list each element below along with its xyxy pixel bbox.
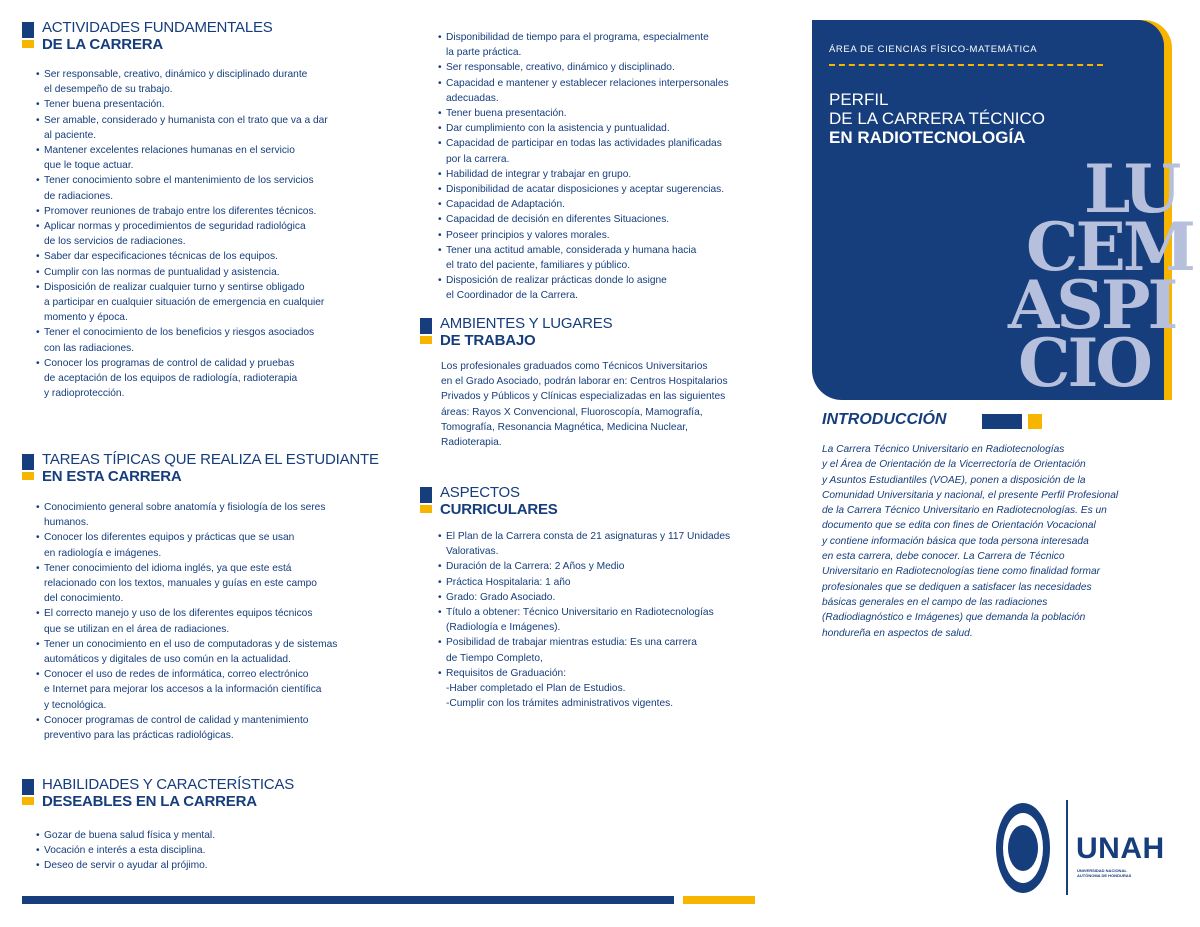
list-item: • Promover reuniones de trabajo entre los diferentes técnicos.: [34, 204, 394, 219]
list-item: • Capacidad de participar en todas las actividades planificadas por la carrera.: [436, 136, 791, 166]
footer-bar: [22, 896, 674, 904]
ambientes-text: Los profesionales graduados como Técnicos Universitarios en el Grado Asociado, podrán laborar en: Centros Hospitalarios Privados y Públicos y Clínicas especializadas en las siguientes áreas: Rayos X Convencional, Fluoroscopía, Mamografía, Tomografía, Resonancia Magnética, Medicina Nuclear, Radioterapia.: [441, 361, 728, 449]
cover-title-line1: PERFIL: [829, 90, 889, 109]
section-title-line2: DESEABLES EN LA CARRERA: [42, 793, 257, 810]
list-item: • Tener una actitud amable, considerada y humana hacia el trato del paciente, familiares y público.: [436, 243, 791, 273]
list-item: • Tener conocimiento del idioma inglés, ya que este está relacionado con los textos, manuales y guías en este campo del conocimiento.: [34, 561, 404, 607]
section-marker: [22, 22, 34, 48]
list-item: • Ser responsable, creativo, dinámico y disciplinado durante el desempeño de su trabajo.: [34, 67, 394, 97]
list-item: • Disponibilidad de acatar disposiciones y aceptar sugerencias.: [436, 182, 791, 197]
footer-bar-accent: [683, 896, 755, 904]
list-item: • Tener buena presentación.: [436, 106, 791, 121]
intro-text: La Carrera Técnico Universitario en Radiotecnologías y el Área de Orientación de la Vicerrectoría de Orientación y Asuntos Estudiantiles (VOAE), ponen a disposición de la Comunidad Universitaria y nacional, el presente Perfil Profesional de la Carrera Técnico Universitario en Radiotecnologías. Es un documento que se edita con fines de Orientación Vocacional y contiene información básica que toda persona interesada en esta carrera, debe conocer. La Carrera de Técnico Universitario en Radiotecnologías tiene como finalidad formar profesionales que se dediquen a satisfacer las necesidades básicas generales en el campo de las radiaciones (Radiodiagnóstico e Imágenes) que demanda la población hondureña en aspectos de salud.: [822, 444, 1119, 639]
logo-divider: [1066, 800, 1068, 895]
list-item: • Posibilidad de trabajar mientras estudia: Es una carrera de Tiempo Completo,: [436, 635, 796, 665]
tareas-list: [34, 500, 404, 743]
aspectos-list: [436, 529, 796, 711]
motto-line: CIO: [1018, 324, 1150, 402]
dashed-divider: [829, 64, 1103, 66]
list-item: • Cumplir con las normas de puntualidad y asistencia.: [34, 265, 394, 280]
unah-logo-subtext: UNIVERSIDAD NACIONAL AUTÓNOMA DE HONDURAS: [1077, 868, 1132, 878]
section-header-tareas: [22, 452, 379, 485]
list-item: • Mantener excelentes relaciones humanas en el servicio que le toque actuar.: [34, 143, 394, 173]
section-title-line1: HABILIDADES Y CARACTERÍSTICAS: [42, 776, 295, 793]
habilidades-continued-list: [436, 30, 791, 304]
list-item: • Tener el conocimiento de los beneficios y riesgos asociados con las radiaciones.: [34, 325, 394, 355]
list-item: • Saber dar especificaciones técnicas de los equipos.: [34, 249, 394, 264]
cover-title-line2: DE LA CARRERA TÉCNICO: [829, 109, 1046, 128]
list-item: • Ser responsable, creativo, dinámico y disciplinado.: [436, 60, 791, 75]
section-title-line2: DE LA CARRERA: [42, 36, 164, 53]
list-item: • Ser amable, considerado y humanista con el trato que va a dar al paciente.: [34, 113, 394, 143]
list-item: • Disponibilidad de tiempo para el programa, especialmente la parte práctica.: [436, 30, 791, 60]
area-label: ÁREA DE CIENCIAS FÍSICO-MATEMÁTICA: [829, 44, 1038, 55]
list-item: • Tener un conocimiento en el uso de computadoras y de sistemas automáticos y digitales de uso común en la actualidad.: [34, 637, 404, 667]
list-item: • Requisitos de Graduación: -Haber completado el Plan de Estudios. -Cumplir con los trámites administrativos vigentes.: [436, 666, 796, 712]
list-item: • Grado: Grado Asociado.: [436, 590, 796, 605]
habilidades-list: [34, 828, 394, 874]
section-title-line1: ACTIVIDADES FUNDAMENTALES: [42, 19, 273, 36]
list-item: • Gozar de buena salud física y mental.: [34, 828, 394, 843]
unah-logo-text: UNAH: [1076, 832, 1165, 865]
cover-title: [829, 90, 1045, 147]
intro-title: INTRODUCCIÓN: [822, 411, 947, 428]
list-item: • Capacidad e mantener y establecer relaciones interpersonales adecuadas.: [436, 76, 791, 106]
motto-watermark: [1000, 150, 1193, 402]
section-title-line2: DE TRABAJO: [440, 332, 536, 349]
section-header-aspectos: [420, 485, 558, 518]
list-item: • Conocimiento general sobre anatomía y fisiología de los seres humanos.: [34, 500, 404, 530]
section-title-line1: AMBIENTES Y LUGARES: [440, 315, 613, 332]
motto-line: ASPI: [1008, 266, 1176, 344]
list-item: • Conocer los diferentes equipos y prácticas que se usan en radiología e imágenes.: [34, 530, 404, 560]
list-item: • Conocer programas de control de calidad y mantenimiento preventivo para las prácticas radiológicas.: [34, 713, 404, 743]
list-item: • Deseo de servir o ayudar al prójimo.: [34, 858, 394, 873]
actividades-list: [34, 67, 394, 401]
section-title-line2: CURRICULARES: [440, 501, 558, 518]
section-header-ambientes: [420, 316, 612, 349]
list-item: • Duración de la Carrera: 2 Años y Medio: [436, 559, 796, 574]
section-marker: [420, 487, 432, 513]
intro-bar: [982, 414, 1022, 429]
list-item: • Disposición de realizar cualquier turno y sentirse obligado a participar en cualquier situación de emergencia en cualquier momento y época.: [34, 280, 394, 326]
motto-line: CEM: [1026, 208, 1193, 286]
section-title-line1: TAREAS TÍPICAS QUE REALIZA EL ESTUDIANTE: [42, 451, 379, 468]
list-item: • Conocer el uso de redes de informática, correo electrónico e Internet para mejorar los accesos a la información científica y tecnológica.: [34, 667, 404, 713]
list-item: • Aplicar normas y procedimientos de seguridad radiológica de los servicios de radiaciones.: [34, 219, 394, 249]
section-title-line2: EN ESTA CARRERA: [42, 468, 182, 485]
list-item: • El Plan de la Carrera consta de 21 asignaturas y 117 Unidades Valorativas.: [436, 529, 796, 559]
list-item: • El correcto manejo y uso de los diferentes equipos técnicos que se utilizan en el área de radiaciones.: [34, 606, 404, 636]
list-item: • Conocer los programas de control de calidad y pruebas de aceptación de los equipos de radiología, radioterapia y radioprotección.: [34, 356, 394, 402]
list-item: • Tener buena presentación.: [34, 97, 394, 112]
cover-title-line3: EN RADIOTECNOLOGÍA: [829, 128, 1026, 147]
list-item: • Vocación e interés a esta disciplina.: [34, 843, 394, 858]
list-item: • Poseer principios y valores morales.: [436, 228, 791, 243]
motto-line: LU: [1084, 150, 1179, 228]
section-header-habilidades: [22, 777, 294, 810]
section-marker: [22, 454, 34, 480]
list-item: • Capacidad de Adaptación.: [436, 197, 791, 212]
list-item: • Habilidad de integrar y trabajar en grupo.: [436, 167, 791, 182]
list-item: • Tener conocimiento sobre el mantenimiento de los servicios de radiaciones.: [34, 173, 394, 203]
list-item: • Práctica Hospitalaria: 1 año: [436, 575, 796, 590]
section-marker: [22, 779, 34, 805]
list-item: • Título a obtener: Técnico Universitario en Radiotecnologías (Radiología e Imágenes).: [436, 605, 796, 635]
university-seal-icon: [996, 803, 1050, 893]
list-item: • Dar cumplimiento con la asistencia y puntualidad.: [436, 121, 791, 136]
section-marker: [420, 318, 432, 344]
section-title-line1: ASPECTOS: [440, 484, 520, 501]
section-header-actividades: [22, 20, 273, 53]
list-item: • Disposición de realizar prácticas donde lo asigne el Coordinador de la Carrera.: [436, 273, 791, 303]
intro-bar-accent: [1028, 414, 1042, 429]
list-item: • Capacidad de decisión en diferentes Situaciones.: [436, 212, 791, 227]
